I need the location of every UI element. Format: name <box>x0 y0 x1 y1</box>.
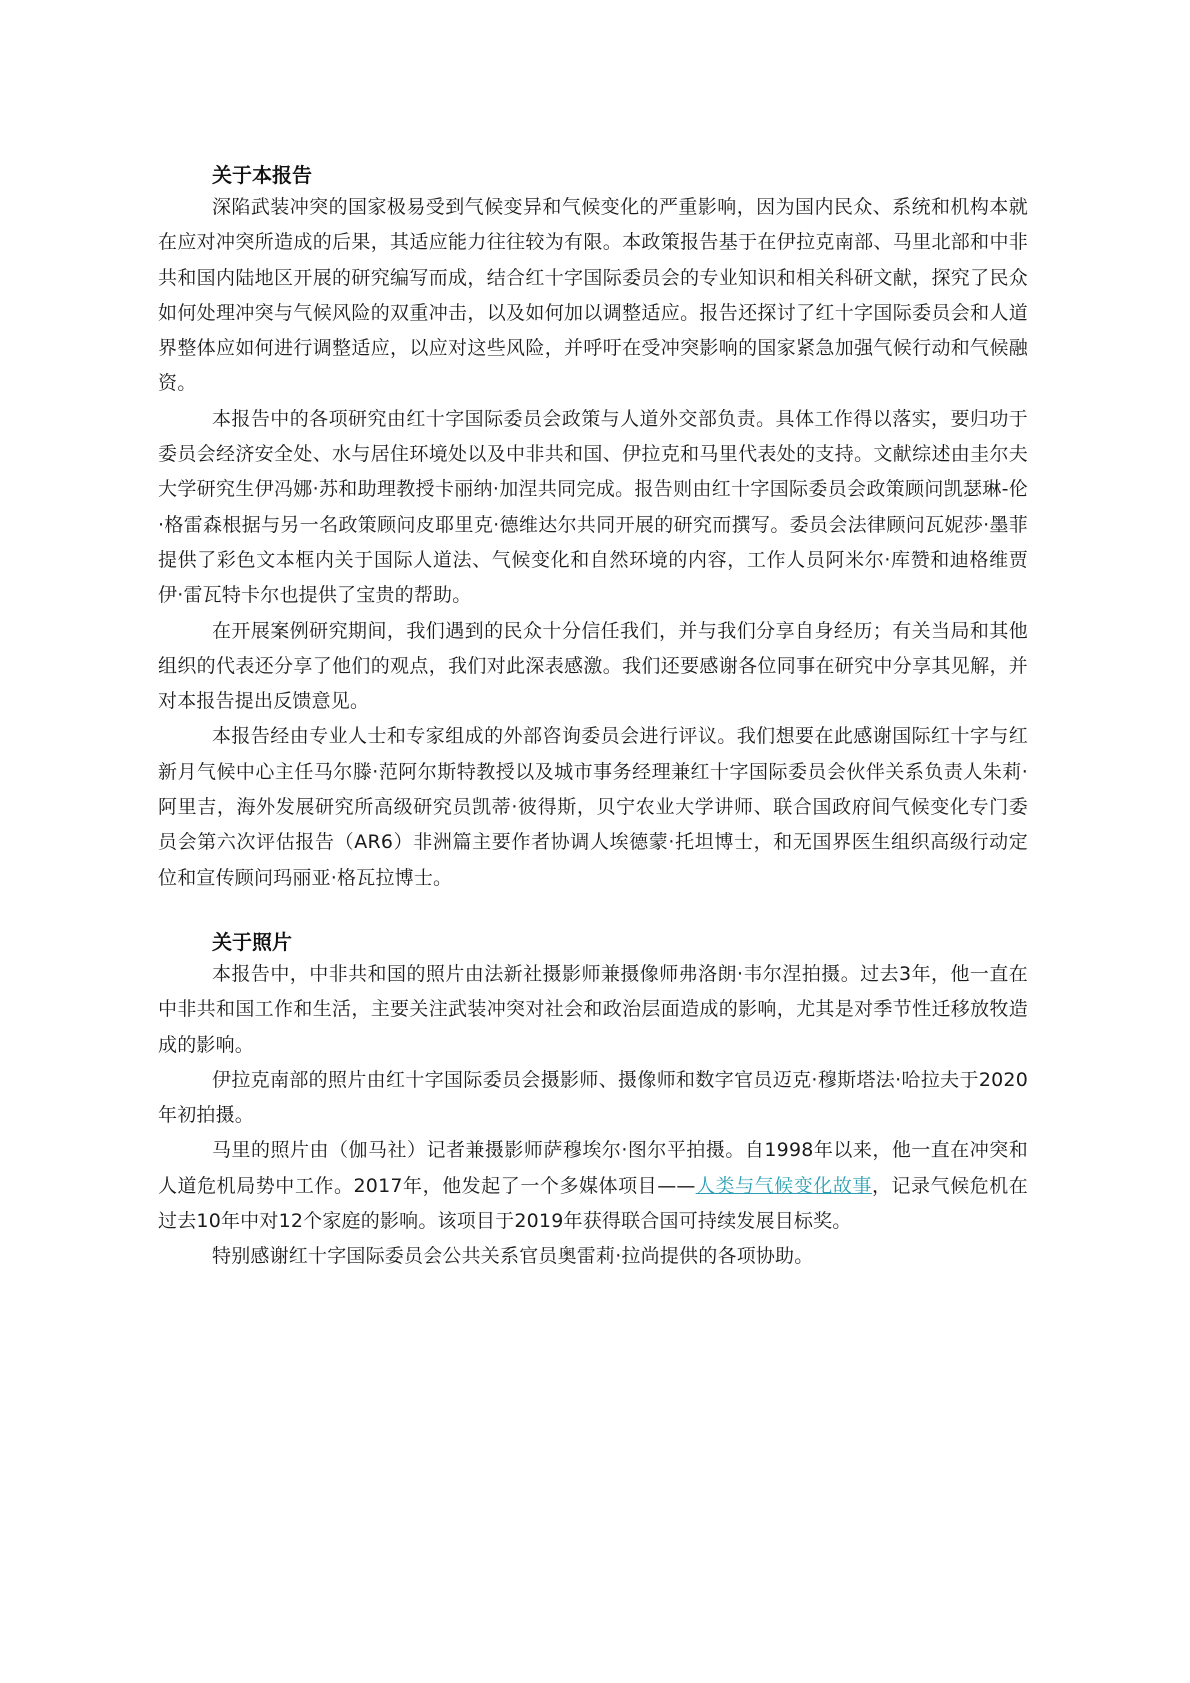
about-photos-paragraph-3 <box>158 1133 1028 1239</box>
about-photos-paragraph-1: 本报告中，中非共和国的照片由法新社摄影师兼摄像师弗洛朗·韦尔涅拍摄。过去3年，他一直在中非共和国工作和生活，主要关注武装冲突对社会和政治层面造成的影响，尤其是对季节性迁移放牧造成的影响。 <box>158 962 1028 1056</box>
about-photos-heading: 关于照片 <box>212 929 292 954</box>
about-report-paragraph-3: 在开展案例研究期间，我们遇到的民众十分信任我们，并与我们分享自身经历；有关当局和其他组织的代表还分享了他们的观点，我们对此深表感激。我们还要感谢各位同事在研究中分享其见解，并对本报告提出反馈意见。 <box>158 619 1028 713</box>
about-report-paragraph-1: 深陷武装冲突的国家极易受到气候变异和气候变化的严重影响，因为国内民众、系统和机构本就在应对冲突所造成的后果，其适应能力往往较为有限。本政策报告基于在伊拉克南部、马里北部和中非共和国内陆地区开展的研究编写而成，结合红十字国际委员会的专业知识和相关科研文献，探究了民众如何处理冲突与气候风险的双重冲击，以及如何加以调整适应。报告还探讨了红十字国际委员会和人道界整体应如何进行调整适应，以应对这些风险，并呼吁在受冲突影响的国家紧急加强气候行动和气候融资。 <box>158 196 1028 395</box>
section-spacer <box>158 896 1028 927</box>
about-photos-paragraph-2: 伊拉克南部的照片由红十字国际委员会摄影师、摄像师和数字官员迈克·穆斯塔法·哈拉夫于2020年初拍摄。 <box>158 1068 1028 1127</box>
about-report-paragraph-2: 本报告中的各项研究由红十字国际委员会政策与人道外交部负责。具体工作得以落实，要归功于委员会经济安全处、水与居住环境处以及中非共和国、伊拉克和马里代表处的支持。文献综述由圭尔夫大学研究生伊冯娜·苏和助理教授卡丽纳·加涅共同完成。报告则由红十字国际委员会政策顾问凯瑟琳-伦·格雷森根据与另一名政策顾问皮耶里克·德维达尔共同开展的研究而撰写。委员会法律顾问瓦妮莎·墨菲提供了彩色文本框内关于国际人道法、气候变化和自然环境的内容，工作人员阿米尔·库赞和迪格维贾伊·雷瓦特卡尔也提供了宝贵的帮助。 <box>158 407 1028 607</box>
about-report-heading: 关于本报告 <box>212 163 312 187</box>
about-photos-paragraph-4: 特别感谢红十字国际委员会公共关系官员奥雷莉·拉尚提供的各项协助。 <box>212 1245 814 1268</box>
climate-stories-link[interactable]: 人类与气候变化故事 <box>695 1174 872 1197</box>
about-report-paragraph-4: 本报告经由专业人士和专家组成的外部咨询委员会进行评议。我们想要在此感谢国际红十字与红新月气候中心主任马尔滕·范阿尔斯特教授以及城市事务经理兼红十字国际委员会伙伴关系负责人朱莉·阿里吉，海外发展研究所高级研究员凯蒂·彼得斯，贝宁农业大学讲师、联合国政府间气候变化专门委员会第六次评估报告（AR6）非洲篇主要作者协调人埃德蒙·托坦博士，和无国界医生组织高级行动定位和宣传顾问玛丽亚·格瓦拉博士。 <box>158 725 1028 889</box>
document-page <box>158 160 1028 1275</box>
paragraph-3-text-before: 马里的照片由（伽马社）记者兼摄影师萨穆埃尔·图尔平拍摄。自1998年以来，他一直在冲突和人道危机局势中工作。2017年，他发起了一个多媒体项目—— <box>158 1139 1028 1197</box>
paragraph-3-text-after: ，记录气候危机在过去10年中对12个家庭的影响。该项目于2019年获得联合国可持续发展目标奖。 <box>158 1174 1029 1233</box>
